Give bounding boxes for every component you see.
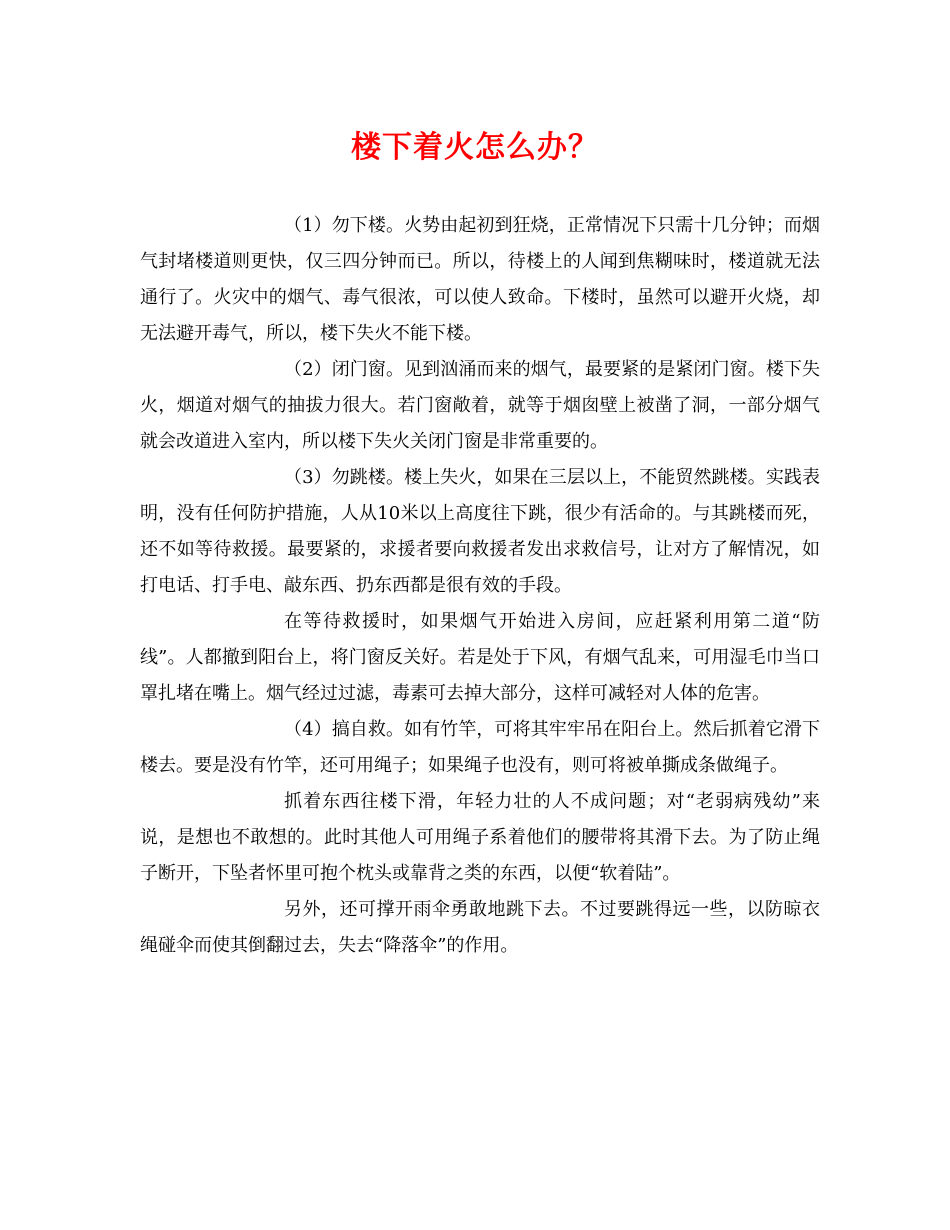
paragraph-6: 抓着东西往楼下滑，年轻力壮的人不成问题；对“老弱病残幼”来说，是想也不敢想的。此时其他人可用绳子系着他们的腰带将其滑下去。为了防止绳子断开，下坠者怀里可抱个枕头或靠背之类的东西，以便“软着陆”。 — [140, 791, 820, 884]
paragraph-2: （2）闭门窗。见到汹涌而来的烟气，最要紧的是紧闭门窗。楼下失火，烟道对烟气的抽拔力很大。若门窗敞着，就等于烟囱壁上被凿了洞，一部分烟气就会改道进入室内，所以楼下失火关闭门窗是非常重要的。 — [140, 359, 820, 452]
page-title: 楼下着火怎么办？ — [351, 130, 599, 165]
paragraph-7: 另外，还可撑开雨伞勇敢地跳下去。不过要跳得远一些，以防晾衣绳碰伞而使其倒翻过去，失去“降落伞”的作用。 — [140, 899, 820, 956]
paragraph-5: （4）搞自救。如有竹竿，可将其牢牢吊在阳台上。然后抓着它滑下楼去。要是没有竹竿，还可用绳子；如果绳子也没有，则可将被单撕成条做绳子。 — [140, 719, 820, 776]
document-body — [140, 208, 820, 964]
paragraph-1: （1）勿下楼。火势由起初到狂烧，正常情况下只需十几分钟；而烟气封堵楼道则更快，仅三四分钟而已。所以，待楼上的人闻到焦糊味时，楼道就无法通行了。火灾中的烟气、毒气很浓，可以使人致命。下楼时，虽然可以避开火烧，却无法避开毒气，所以，楼下失火不能下楼。 — [140, 215, 820, 344]
paragraph-4: 在等待救援时，如果烟气开始进入房间，应赶紧利用第二道“防线”。人都撤到阳台上，将门窗反关好。若是处于下风，有烟气乱来，可用湿毛巾当口罩扎堵在嘴上。烟气经过过滤，毒素可去掉大部分，这样可减轻对人体的危害。 — [140, 611, 820, 704]
paragraph-3: （3）勿跳楼。楼上失火，如果在三层以上，不能贸然跳楼。实践表明，没有任何防护措施，人从10米以上高度往下跳，很少有活命的。与其跳楼而死，还不如等待救援。最要紧的，求援者要向救援者发出求救信号，让对方了解情况，如打电话、打手电、敲东西、扔东西都是很有效的手段。 — [140, 467, 820, 596]
